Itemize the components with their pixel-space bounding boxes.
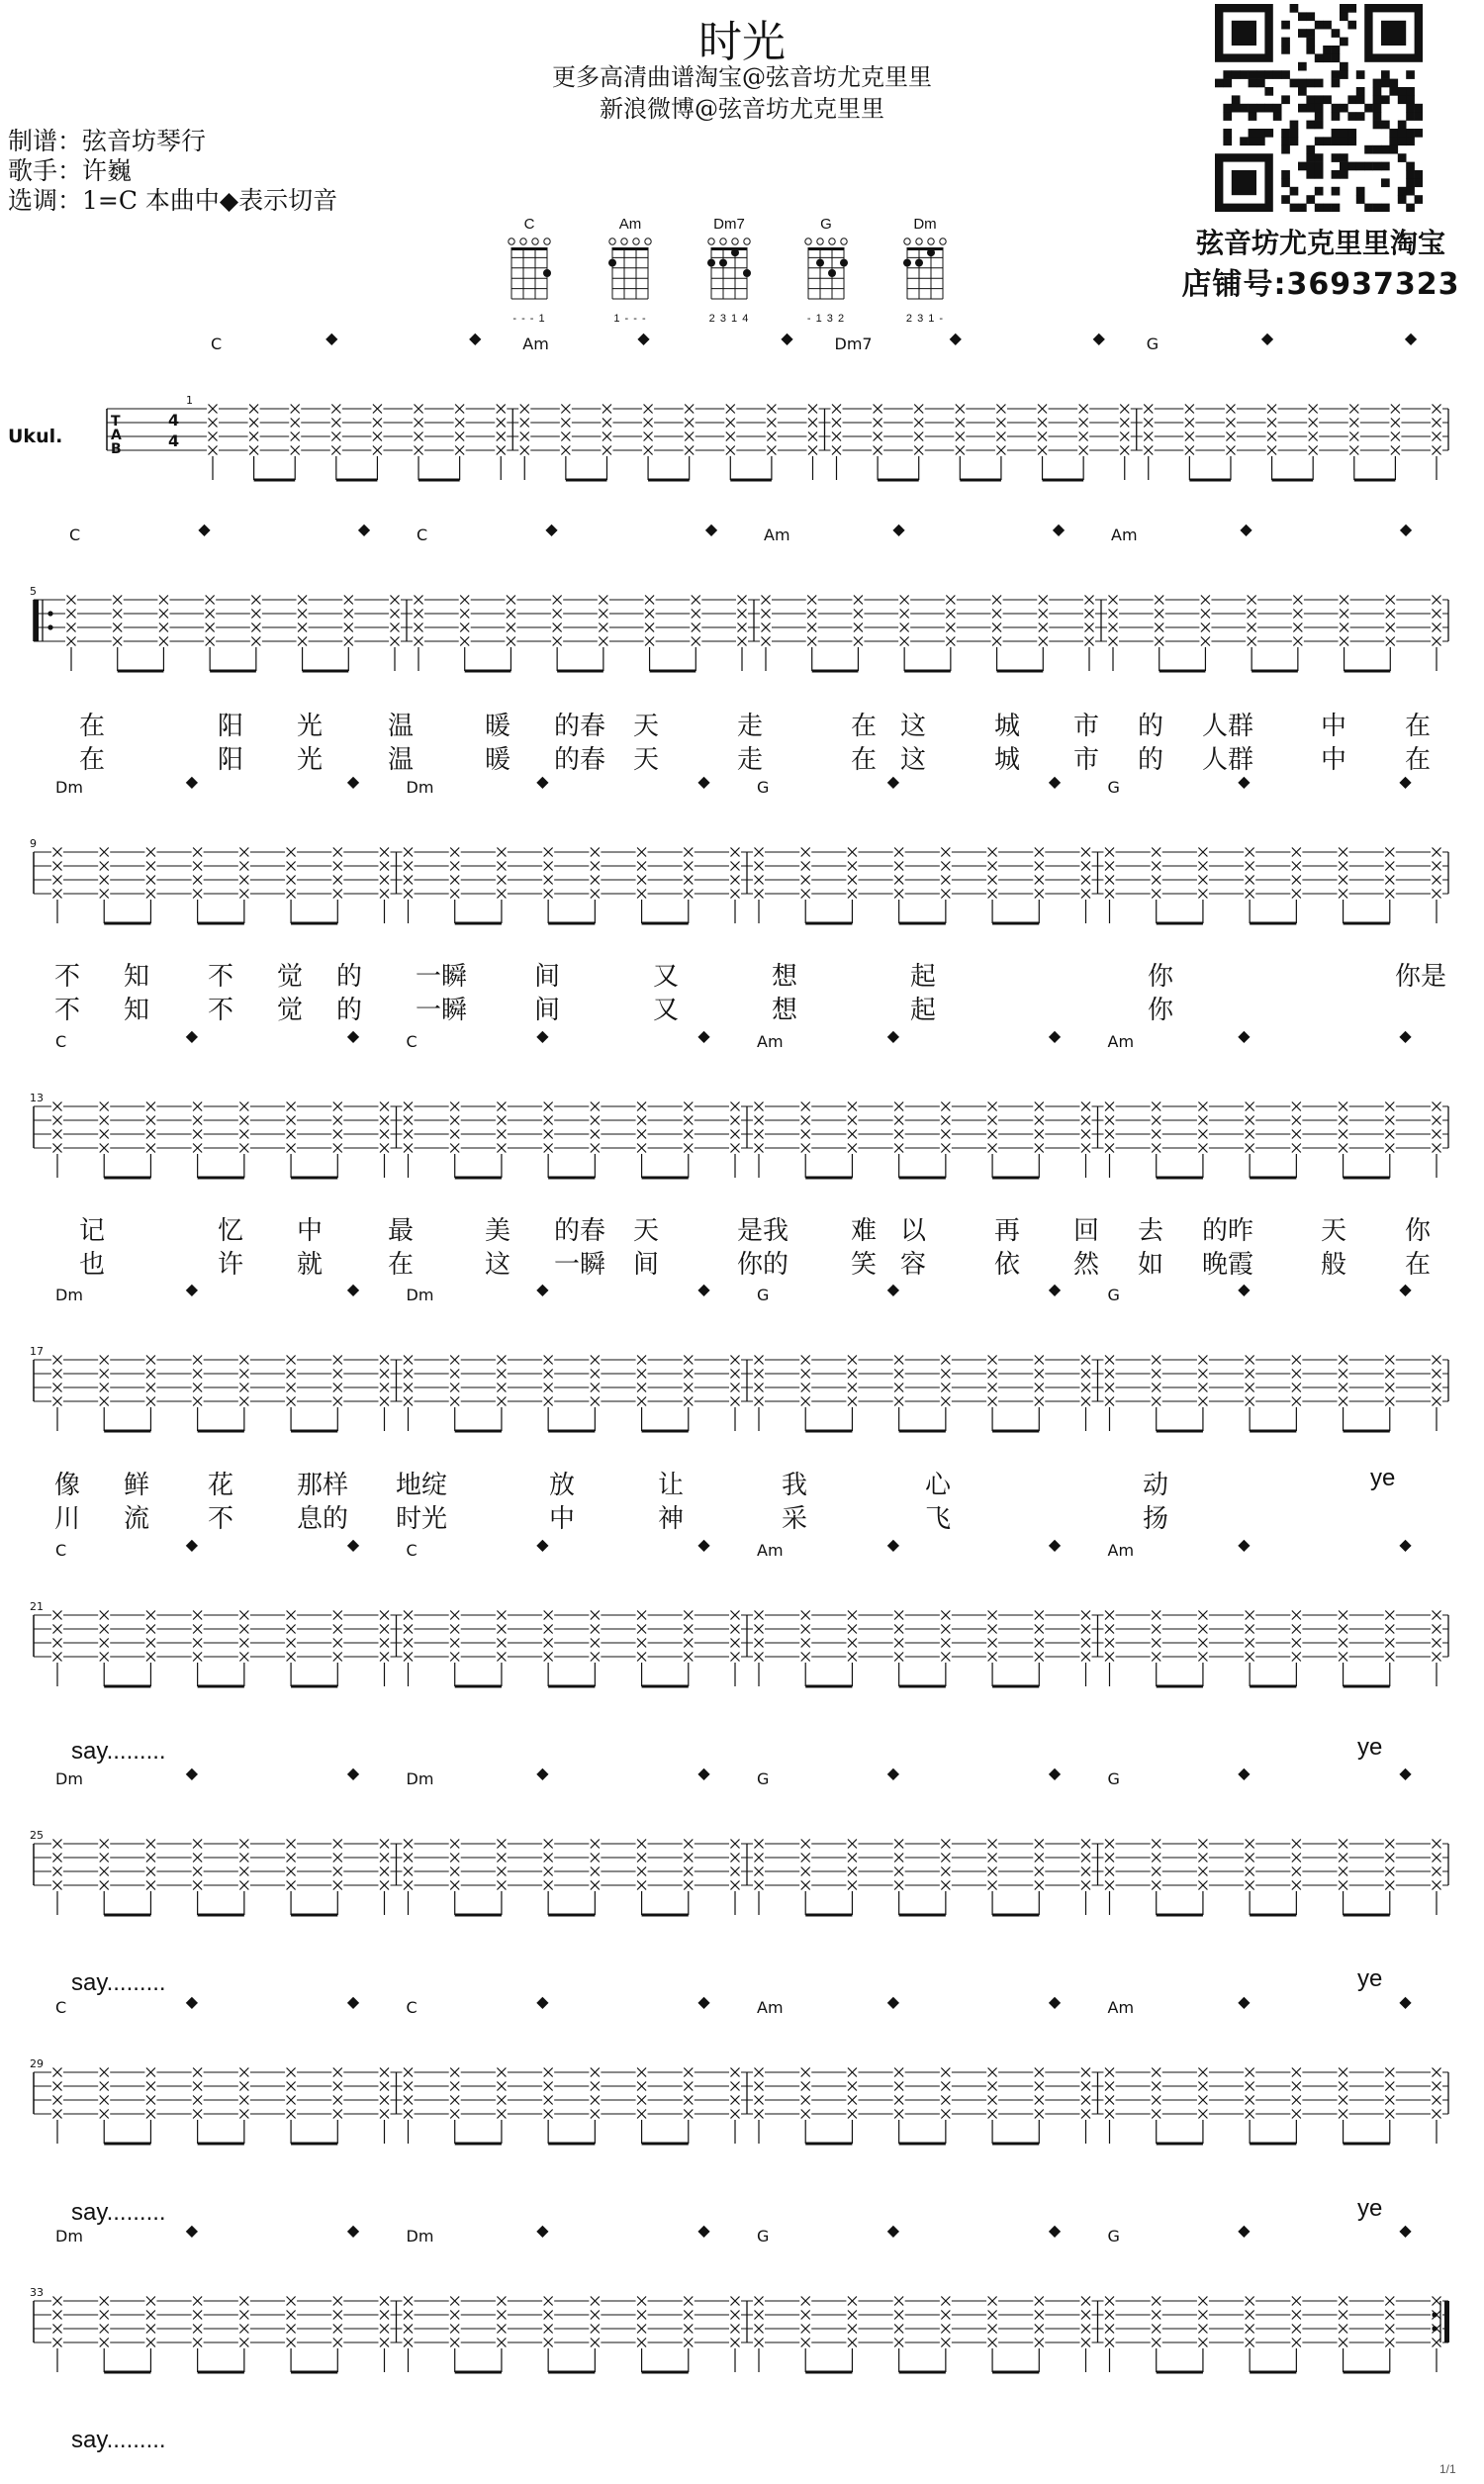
lyric-syllable: 人群	[1202, 712, 1254, 741]
lyric-syllable: 是我	[737, 1216, 789, 1246]
chord-name: C	[55, 1032, 67, 1051]
lyric-syllable: 这	[900, 712, 927, 741]
lyric-syllable: 又	[653, 962, 680, 992]
lyric-syllable: 的昨	[1202, 1216, 1254, 1246]
chord-name: Am	[764, 525, 790, 544]
lyric-syllable: 晚霞	[1202, 1250, 1254, 1280]
lyric-syllable: 知	[124, 996, 150, 1025]
chord-diagram-name: Dm7	[713, 216, 745, 233]
chord-name: G	[757, 2227, 770, 2245]
lyric-syllable: 在	[1405, 1250, 1432, 1280]
meta-arranger: 制谱：弦音坊琴行	[8, 127, 207, 155]
lyric-syllable: 心	[925, 1471, 952, 1500]
mute-marker: ◆	[185, 1764, 199, 1782]
mute-marker: ◆	[697, 2221, 710, 2240]
mute-marker: ◆	[185, 1280, 199, 1298]
mute-marker: ◆	[185, 772, 199, 791]
lyric-syllable: 的	[336, 962, 363, 992]
mute-marker: ◆	[469, 329, 482, 347]
lyric-syllable: 息的	[297, 1504, 349, 1534]
shop-name: 弦音坊尤克里里淘宝	[1195, 227, 1445, 259]
lyric-syllable: 不	[208, 962, 234, 992]
lyric-syllable: 动	[1143, 1471, 1169, 1500]
chord-name: Dm7	[834, 334, 873, 353]
mute-marker: ◆	[1399, 1535, 1412, 1554]
lyric-syllable: 不	[208, 996, 234, 1025]
mute-marker: ◆	[545, 520, 558, 538]
lyric-syllable: 在	[1405, 745, 1432, 775]
mute-marker: ◆	[198, 520, 211, 538]
lyric-syllable: 天	[1321, 1216, 1347, 1246]
song-title: 时光	[698, 17, 786, 67]
lyric-syllable: 一瞬	[416, 962, 468, 992]
lyric-syllable: 间	[534, 996, 561, 1025]
lyric-syllable: 在	[851, 712, 878, 741]
lyric-syllable: 人群	[1202, 745, 1254, 775]
chord-name: G	[757, 1769, 770, 1788]
lyric-syllable: 在	[79, 745, 106, 775]
chord-name: C	[406, 1541, 417, 1560]
lyric-syllable: 中	[1321, 745, 1347, 775]
lyric-syllable: 像	[54, 1471, 81, 1500]
chord-name: Dm	[406, 778, 434, 797]
chord-diagram-name: G	[820, 216, 832, 233]
mute-marker: ◆	[1260, 329, 1274, 347]
chord-name: G	[1107, 1286, 1120, 1304]
lyric-syllable: 不	[54, 996, 81, 1025]
chord-name: Dm	[55, 1769, 83, 1788]
mute-marker: ◆	[1399, 1280, 1412, 1298]
lyric-syllable: 在	[388, 1250, 415, 1280]
lyric-syllable: 间	[534, 962, 561, 992]
lyric-syllable: 暖	[485, 712, 511, 741]
mute-marker: ◆	[346, 1026, 360, 1045]
chord-name: G	[1107, 1769, 1120, 1788]
mute-marker: ◆	[185, 2221, 199, 2240]
chord-name: Dm	[406, 1769, 434, 1788]
chord-name: C	[55, 1541, 67, 1560]
chord-name: Am	[1107, 1998, 1135, 2017]
lyric-syllable: 又	[653, 996, 680, 1025]
mute-marker: ◆	[536, 1535, 549, 1554]
mute-marker: ◆	[1048, 1280, 1062, 1298]
chord-name: C	[69, 525, 81, 544]
meta-singer: 歌手：许巍	[8, 156, 133, 185]
lyric-syllable: say.........	[71, 1969, 166, 1996]
lyric-syllable: 你是	[1395, 962, 1447, 992]
mute-marker: ◆	[886, 1280, 900, 1298]
chord-diagram-name: C	[523, 216, 535, 233]
mute-marker: ◆	[697, 1992, 710, 2011]
lyric-syllable: 然	[1073, 1250, 1100, 1280]
mute-marker: ◆	[1048, 2221, 1062, 2240]
lyric-syllable: 中	[1321, 712, 1347, 741]
lyric-syllable: 容	[900, 1250, 927, 1280]
mute-marker: ◆	[886, 772, 900, 791]
chord-fingering: - - - 1	[512, 313, 546, 325]
lyric-syllable: 温	[388, 745, 415, 775]
lyric-syllable: 许	[218, 1250, 244, 1280]
mute-marker: ◆	[1399, 1992, 1412, 2011]
lyric-syllable: 鲜	[124, 1471, 150, 1500]
tab-clef-a: A	[111, 428, 122, 443]
mute-marker: ◆	[185, 1535, 199, 1554]
lyric-syllable: 忆	[218, 1216, 244, 1246]
chord-name: C	[211, 334, 223, 353]
mute-marker: ◆	[704, 520, 718, 538]
mute-marker: ◆	[1238, 1992, 1251, 2011]
chord-name: G	[757, 778, 770, 797]
lyric-syllable: 美	[485, 1216, 511, 1246]
lyric-syllable: 暖	[485, 745, 511, 775]
mute-marker: ◆	[1240, 520, 1252, 538]
measure-number: 21	[30, 1600, 44, 1613]
mute-marker: ◆	[346, 1535, 360, 1554]
lyric-syllable: 你	[1405, 1216, 1432, 1246]
lyric-syllable: 你	[1148, 996, 1174, 1025]
mute-marker: ◆	[886, 1992, 900, 2011]
lyric-syllable: 的春	[554, 712, 606, 741]
mute-marker: ◆	[346, 1992, 360, 2011]
measure-number: 13	[30, 1092, 44, 1104]
mute-marker: ◆	[1048, 1026, 1062, 1045]
chord-name: Am	[757, 1032, 784, 1051]
lyric-syllable: 的春	[554, 745, 606, 775]
instrument-label: Ukul.	[8, 426, 63, 447]
lyric-syllable: 温	[388, 712, 415, 741]
lyric-syllable: 扬	[1143, 1504, 1169, 1534]
measure-number: 1	[186, 394, 193, 407]
measure-number: 25	[30, 1829, 44, 1842]
lyric-syllable: 在	[79, 712, 106, 741]
measure-number: 33	[30, 2286, 44, 2299]
mute-marker: ◆	[536, 1280, 549, 1298]
measure-number: 9	[30, 837, 37, 850]
lyric-syllable: 川	[54, 1504, 81, 1534]
mute-marker: ◆	[325, 329, 338, 347]
lyric-syllable: 城	[994, 745, 1021, 775]
mute-marker: ◆	[697, 772, 710, 791]
mute-marker: ◆	[346, 772, 360, 791]
lyric-syllable: 最	[388, 1216, 415, 1246]
mute-marker: ◆	[697, 1764, 710, 1782]
lyric-syllable: 间	[633, 1250, 660, 1280]
mute-marker: ◆	[536, 772, 549, 791]
lyric-syllable: 中	[549, 1504, 576, 1534]
mute-marker: ◆	[1052, 520, 1066, 538]
lyric-syllable: 不	[208, 1504, 234, 1534]
lyric-syllable: 我	[782, 1471, 808, 1500]
lyric-syllable: 天	[633, 712, 660, 741]
lyric-syllable: 去	[1138, 1216, 1164, 1246]
chord-name: Dm	[55, 2227, 83, 2245]
meta-key: 选调：1=C 本曲中◆表示切音	[8, 186, 338, 215]
chord-fingering: 2 3 1 4	[708, 313, 750, 325]
mute-marker: ◆	[781, 329, 793, 347]
measure-number: 5	[30, 585, 37, 598]
lyric-syllable: ye	[1357, 1965, 1383, 1992]
mute-marker: ◆	[346, 1764, 360, 1782]
mute-marker: ◆	[536, 1764, 549, 1782]
mute-marker: ◆	[1048, 772, 1062, 791]
mute-marker: ◆	[892, 520, 905, 538]
lyric-syllable: 那样	[297, 1471, 349, 1500]
mute-marker: ◆	[886, 2221, 900, 2240]
lyric-syllable: 市	[1073, 712, 1100, 741]
chord-name: G	[1146, 334, 1159, 353]
mute-marker: ◆	[346, 2221, 360, 2240]
chord-name: G	[1107, 778, 1120, 797]
lyric-syllable: 一瞬	[416, 996, 468, 1025]
lyric-syllable: 市	[1073, 745, 1100, 775]
lyric-syllable: 城	[994, 712, 1021, 741]
mute-marker: ◆	[1399, 2221, 1412, 2240]
mute-marker: ◆	[886, 1535, 900, 1554]
mute-marker: ◆	[1048, 1992, 1062, 2011]
chord-name: G	[1107, 2227, 1120, 2245]
mute-marker: ◆	[697, 1026, 710, 1045]
lyric-syllable: 天	[633, 1216, 660, 1246]
chord-fingering: 2 3 1 -	[905, 313, 945, 325]
mute-marker: ◆	[185, 1992, 199, 2011]
lyric-syllable: 放	[549, 1471, 576, 1500]
chord-name: G	[757, 1286, 770, 1304]
lyric-syllable: 觉	[277, 962, 304, 992]
lyric-syllable: 想	[772, 962, 798, 992]
lyric-syllable: 时光	[396, 1504, 448, 1534]
mute-marker: ◆	[886, 1026, 900, 1045]
mute-marker: ◆	[185, 1026, 199, 1045]
lyric-syllable: 走	[737, 712, 764, 741]
mute-marker: ◆	[536, 1026, 549, 1045]
lyric-syllable: 阳	[218, 712, 244, 741]
mute-marker: ◆	[1238, 1764, 1251, 1782]
lyric-syllable: 天	[633, 745, 660, 775]
lyric-syllable: ye	[1357, 1734, 1383, 1761]
lyric-syllable: 一瞬	[554, 1250, 606, 1280]
page-number: 1/1	[1439, 2462, 1456, 2476]
lyric-syllable: 就	[297, 1250, 324, 1280]
lyric-syllable: 起	[910, 962, 937, 992]
lyric-syllable: 笑	[851, 1250, 878, 1280]
mute-marker: ◆	[886, 1764, 900, 1782]
lyric-syllable: 也	[79, 1250, 106, 1280]
lyric-syllable: 飞	[925, 1504, 952, 1534]
lyric-syllable: 光	[297, 712, 324, 741]
mute-marker: ◆	[1238, 772, 1251, 791]
mute-marker: ◆	[1238, 1535, 1251, 1554]
chord-name: Am	[757, 1541, 784, 1560]
subtitle-line-1: 更多高清曲谱淘宝@弦音坊尤克里里	[552, 63, 932, 91]
mute-marker: ◆	[1399, 772, 1412, 791]
lyric-syllable: ye	[1357, 2195, 1383, 2222]
chord-name: Am	[522, 334, 549, 353]
mute-marker: ◆	[1048, 1764, 1062, 1782]
chord-name: C	[417, 525, 428, 544]
time-signature-top: 4	[168, 411, 180, 430]
mute-marker: ◆	[1048, 1535, 1062, 1554]
lyric-syllable: 在	[851, 745, 878, 775]
lyric-syllable: 回	[1073, 1216, 1100, 1246]
lyric-syllable: 这	[900, 745, 927, 775]
lyric-syllable: 再	[994, 1216, 1021, 1246]
lyric-syllable: 起	[910, 996, 937, 1025]
chord-name: Am	[757, 1998, 784, 2017]
mute-marker: ◆	[1238, 2221, 1251, 2240]
lyric-syllable: 般	[1321, 1250, 1347, 1280]
lyric-syllable: 难	[851, 1216, 878, 1246]
lyric-syllable: 想	[772, 996, 798, 1025]
lyric-syllable: 神	[658, 1504, 685, 1534]
mute-marker: ◆	[346, 1280, 360, 1298]
chord-fingering: - 1 3 2	[806, 313, 846, 325]
mute-marker: ◆	[697, 1535, 710, 1554]
chord-name: Dm	[406, 2227, 434, 2245]
mute-marker: ◆	[1238, 1026, 1251, 1045]
lyric-syllable: ye	[1370, 1465, 1396, 1491]
chord-diagram-name: Am	[618, 216, 642, 233]
mute-marker: ◆	[1238, 1280, 1251, 1298]
mute-marker: ◆	[1399, 1764, 1412, 1782]
mute-marker: ◆	[1092, 329, 1105, 347]
lyric-syllable: 记	[79, 1216, 106, 1246]
mute-marker: ◆	[1399, 520, 1413, 538]
lyric-syllable: 不	[54, 962, 81, 992]
lyric-syllable: 觉	[277, 996, 304, 1025]
lyric-syllable: 你的	[737, 1250, 789, 1280]
chord-name: C	[406, 1032, 417, 1051]
mute-marker: ◆	[697, 1280, 710, 1298]
lyric-syllable: say.........	[71, 1738, 166, 1765]
lyric-syllable: say.........	[71, 2199, 166, 2226]
lyric-syllable: 如	[1138, 1250, 1164, 1280]
lyric-syllable: 走	[737, 745, 764, 775]
chord-name: Am	[1107, 1541, 1135, 1560]
chord-name: C	[55, 1998, 67, 2017]
chord-name: Am	[1111, 525, 1138, 544]
lyric-syllable: 阳	[218, 745, 244, 775]
chord-diagram-name: Dm	[913, 216, 937, 233]
lyric-syllable: 光	[297, 745, 324, 775]
time-signature-bottom: 4	[168, 431, 180, 450]
chord-name: Dm	[55, 1286, 83, 1304]
measure-number: 29	[30, 2057, 44, 2070]
chord-fingering: 1 - - -	[613, 313, 647, 325]
mute-marker: ◆	[637, 329, 650, 347]
tab-clef-t: T	[111, 414, 121, 430]
lyric-syllable: 以	[900, 1216, 927, 1246]
chord-name: Dm	[55, 778, 83, 797]
lyric-syllable: 知	[124, 962, 150, 992]
lyric-syllable: 的	[1138, 712, 1164, 741]
lyric-syllable: 中	[297, 1216, 324, 1246]
chord-name: Am	[1107, 1032, 1135, 1051]
lyric-syllable: 这	[485, 1250, 511, 1280]
lyric-syllable: 的春	[554, 1216, 606, 1246]
lyric-syllable: 在	[1405, 712, 1432, 741]
mute-marker: ◆	[1399, 1026, 1412, 1045]
chord-name: C	[406, 1998, 417, 2017]
lyric-syllable: 花	[208, 1471, 234, 1500]
lyric-syllable: 依	[994, 1250, 1021, 1280]
mute-marker: ◆	[536, 2221, 549, 2240]
lyric-syllable: 地绽	[396, 1471, 448, 1500]
lyric-syllable: 你	[1148, 962, 1174, 992]
lyric-syllable: 的	[1138, 745, 1164, 775]
lyric-syllable: say.........	[71, 2427, 166, 2453]
lyric-syllable: 流	[124, 1504, 150, 1534]
measure-number: 17	[30, 1345, 44, 1358]
lyric-syllable: 让	[658, 1471, 685, 1500]
mute-marker: ◆	[536, 1992, 549, 2011]
chord-name: Dm	[406, 1286, 434, 1304]
shop-id: 店铺号:36937323	[1181, 267, 1460, 302]
mute-marker: ◆	[949, 329, 962, 347]
lyric-syllable: 的	[336, 996, 363, 1025]
tab-clef-b: B	[111, 441, 122, 457]
mute-marker: ◆	[1404, 329, 1418, 347]
mute-marker: ◆	[357, 520, 371, 538]
lyric-syllable: 采	[782, 1504, 808, 1534]
subtitle-line-2: 新浪微博@弦音坊尤克里里	[600, 95, 884, 123]
